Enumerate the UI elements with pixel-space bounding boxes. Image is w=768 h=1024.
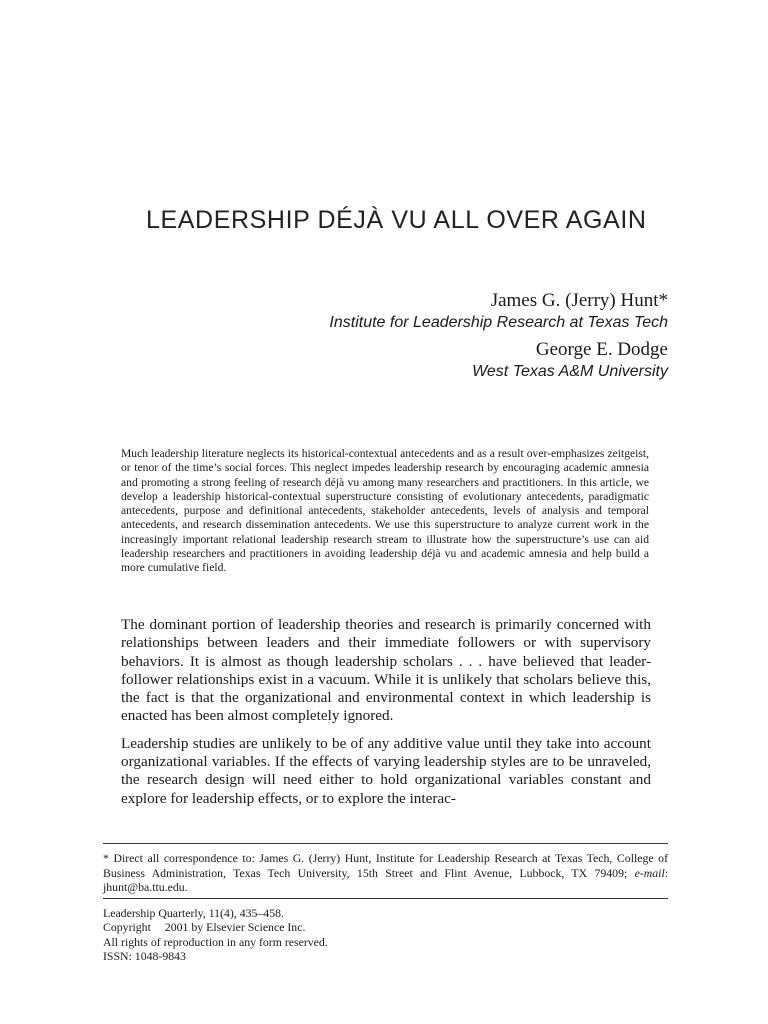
author-affiliation: Institute for Leadership Research at Texas Tech [329, 314, 668, 331]
footnote-email-label: e-mail [634, 865, 665, 880]
footnote-divider [103, 843, 668, 844]
rights-line: All rights of reproduction in any form reserved. [103, 934, 328, 949]
author-affiliation: West Texas A&M University [472, 363, 668, 380]
citation-block [103, 906, 328, 964]
author-block-2 [472, 338, 668, 382]
journal-citation: Leadership Quarterly, 11(4), 435–458. [103, 906, 284, 920]
abstract: Much leadership literature neglects its historical-contextual antecedents and as a result over-emphasizes zeitgeist, or tenor of the time’s social forces. This neglect impedes leadership research by encouraging academic amnesia and promoting a strong feeling of research déjà vu among many researchers and practitioners. In this article, we develop a leadership historical-contextual superstructure consisting of evolutionary antecedents, paradigmatic antecedents, purpose and definitional antecedents, stakeholder antecedents, levels of analysis and temporal antecedents, and research dissemination antecedents. We use this superstructure to analyze current work in the increasingly important relational leadership research stream to illustrate how the superstructure’s use can aid leadership researchers and practitioners in avoiding leadership déjà vu and academic amnesia and help build a more cumulative field. [121, 447, 649, 575]
author-name: James G. (Jerry) Hunt* [490, 290, 668, 311]
issn-line: ISSN: 1048-9843 [103, 949, 186, 964]
author-block-1 [329, 289, 668, 333]
copyright-line [103, 920, 328, 934]
footnote-text: * Direct all correspondence to: James G. (Jerry) Hunt, Institute for Leadership Research at Texas Tech, College of Business Administration, Texas Tech University, 15th Street and Flint Avenue, Lubbock, TX 79409; [103, 851, 668, 880]
correspondence-footnote [103, 851, 668, 895]
copyright-holder: 2001 by Elsevier Science Inc. [164, 920, 306, 935]
author-name: George E. Dodge [535, 339, 668, 360]
article-title: LEADERSHIP DÉJÀ VU ALL OVER AGAIN [146, 206, 647, 234]
copyright-word: Copyright [103, 920, 151, 935]
citation-divider [103, 898, 668, 899]
footnote-email: : jhunt@ba.ttu.edu. [103, 865, 668, 895]
body-text [121, 616, 651, 817]
body-paragraph: Leadership studies are unlikely to be of any additive value until they take into account organizational variables. If the effects of varying leadership styles are to be unraveled, the research design will need either to hold organizational variables constant and explore for leadership effects, or to explore the interac- [121, 734, 651, 807]
body-paragraph: The dominant portion of leadership theories and research is primarily concerned with relationships between leaders and their immediate followers or with supervisory behaviors. It is almost as though leadership scholars . . . have believed that leader-follower relationships exist in a vacuum. While it is unlikely that scholars believe this, the fact is that the organizational and environmental context in which leadership is enacted has been almost completely ignored. [121, 616, 651, 725]
